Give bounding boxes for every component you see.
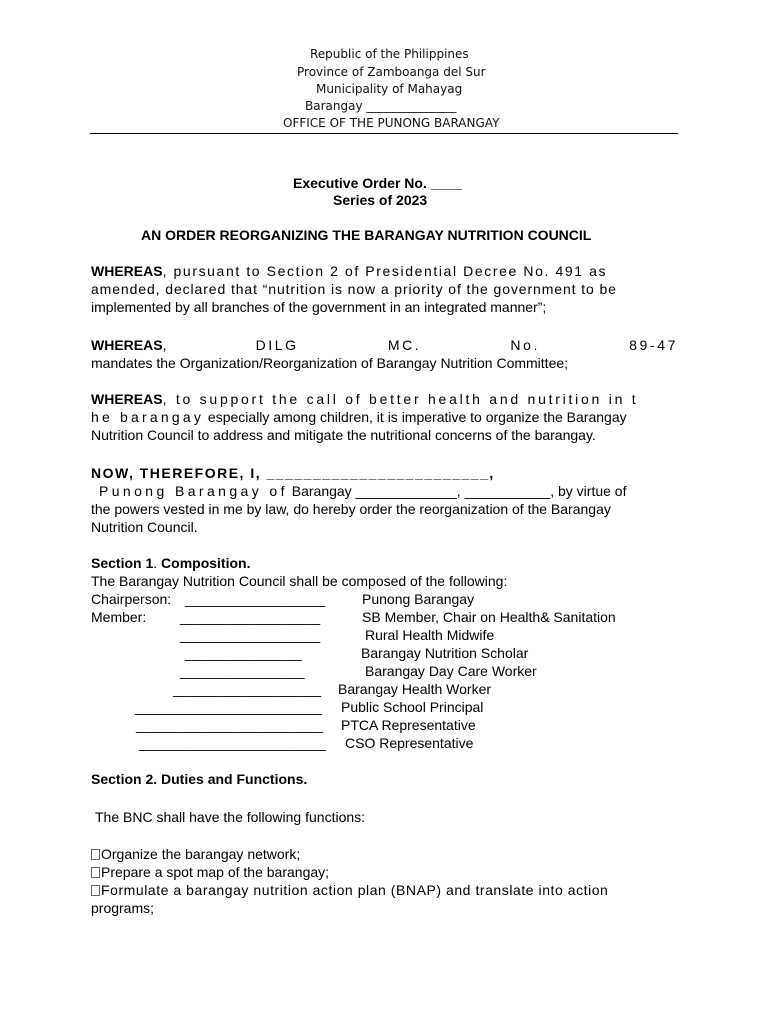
- punong-barangay-of: Punong Barangay of: [99, 483, 288, 499]
- whereas-p3-line2: [91, 408, 678, 426]
- whereas-p2-mc: MC.: [387, 337, 422, 353]
- whereas-p1-line1-text: , pursuant to Section 2 of Presidential Decree No. 491 as: [162, 263, 608, 279]
- function-item-text: Prepare a spot map of the barangay;: [101, 864, 330, 880]
- member-role: Barangay Nutrition Scholar: [361, 645, 529, 661]
- whereas-p1-line3: implemented by all branches of the government in an integrated manner”;: [91, 299, 547, 315]
- function-item-line2: programs;: [91, 900, 155, 916]
- whereas-paragraph-3: [91, 390, 678, 444]
- section2-heading: Section 2. Duties and Functions.: [91, 771, 308, 787]
- whereas-p2-keyword-group: [91, 336, 166, 354]
- header-republic: Republic of the Philippines: [310, 47, 469, 61]
- member-role: CSO Representative: [345, 735, 474, 751]
- function-item-text: Organize the barangay network;: [101, 846, 301, 862]
- member-blank: __________________: [180, 609, 321, 625]
- header-province: Province of Zamboanga del Sur: [297, 65, 486, 79]
- header-office: OFFICE OF THE PUNONG BARANGAY: [283, 116, 500, 130]
- whereas-p2-no: No.: [510, 337, 541, 353]
- member-blank: ___________________: [173, 681, 321, 697]
- member-blank: ________________________: [135, 699, 322, 715]
- whereas-p2-line2: mandates the Organization/Reorganization of Barangay Nutrition Committee;: [91, 355, 569, 371]
- now-therefore-line2: the powers vested in me by law, do hereby order the reorganization of the Barangay: [91, 501, 611, 517]
- function-item: [91, 881, 678, 917]
- whereas-p3-line3: Nutrition Council to address and mitigate the nutritional concerns of the barangay.: [91, 427, 596, 443]
- function-item-line1: [91, 881, 678, 899]
- member-role: Barangay Day Care Worker: [365, 663, 537, 679]
- section1-intro: The Barangay Nutrition Council shall be composed of the following:: [91, 573, 508, 589]
- whereas-keyword: WHEREAS: [91, 337, 163, 353]
- whereas-p1-line2: amended, declared that “nutrition is now a priority of the government to be: [91, 281, 617, 297]
- section2-intro: The BNC shall have the following functions:: [95, 809, 366, 825]
- chairperson-label: Chairperson:: [91, 591, 172, 607]
- member-blank: ________________________: [136, 717, 323, 733]
- section1-heading: [91, 554, 250, 572]
- whereas-keyword: WHEREAS: [91, 391, 163, 407]
- whereas-p2-comma: ,: [162, 337, 167, 353]
- member-blank: __________________: [185, 591, 326, 607]
- member-blank: __________________: [180, 627, 321, 643]
- header-divider: [90, 133, 678, 134]
- now-therefore-paragraph: [91, 482, 678, 536]
- whereas-paragraph-2: [91, 336, 678, 372]
- header-barangay: Barangay _______________: [305, 99, 457, 113]
- now-therefore-line1: [91, 482, 678, 500]
- whereas-p2-number: 89-47: [629, 337, 678, 353]
- whereas-p2-dilg: DILG: [255, 337, 299, 353]
- whereas-p1-line1: [91, 262, 607, 280]
- missing-glyph-box-icon: [91, 849, 100, 860]
- function-item: [91, 863, 329, 881]
- member-role: Public School Principal: [341, 699, 484, 715]
- now-therefore-line3: Nutrition Council.: [91, 519, 198, 535]
- series-year: Series of 2023: [333, 192, 428, 208]
- member-role: Rural Health Midwife: [365, 627, 495, 643]
- member-role: Punong Barangay: [362, 591, 475, 607]
- whereas-paragraph-1: [91, 262, 678, 316]
- section1-dot: .: [153, 555, 158, 571]
- section1-title: Composition.: [157, 555, 251, 571]
- missing-glyph-box-icon: [91, 885, 100, 896]
- member-blank: ________________: [180, 663, 305, 679]
- whereas-p3-line2-text: especially among children, it is imperative to organize the Barangay: [204, 409, 627, 425]
- header-municipality: Municipality of Mahayag: [316, 82, 463, 96]
- member-role: SB Member, Chair on Health& Sanitation: [362, 609, 616, 625]
- member-role: Barangay Health Worker: [338, 681, 492, 697]
- whereas-p3-line1-text: , to support the call of better health and nutrition in t: [162, 391, 639, 407]
- whereas-p2-line1: [91, 336, 678, 354]
- member-role: PTCA Representative: [341, 717, 476, 733]
- member-blank: ________________________: [139, 735, 326, 751]
- member-label: Member:: [91, 609, 147, 625]
- whereas-p3-barangay: he barangay: [91, 409, 205, 425]
- executive-order-number: Executive Order No. ____: [293, 175, 462, 191]
- now-therefore-line1-text: Barangay _____________, ___________, by virtue of: [287, 483, 627, 499]
- whereas-p3-line1: [91, 390, 678, 408]
- member-blank: _______________: [185, 645, 302, 661]
- now-therefore-heading: NOW, THEREFORE, I, ________________________,: [91, 465, 495, 481]
- section1-number: Section 1: [91, 555, 154, 571]
- missing-glyph-box-icon: [91, 867, 100, 878]
- function-item-text: Formulate a barangay nutrition action plan (BNAP) and translate into action: [101, 882, 609, 898]
- whereas-keyword: WHEREAS: [91, 263, 163, 279]
- function-item: [91, 845, 300, 863]
- order-title: AN ORDER REORGANIZING THE BARANGAY NUTRITION COUNCIL: [141, 227, 592, 243]
